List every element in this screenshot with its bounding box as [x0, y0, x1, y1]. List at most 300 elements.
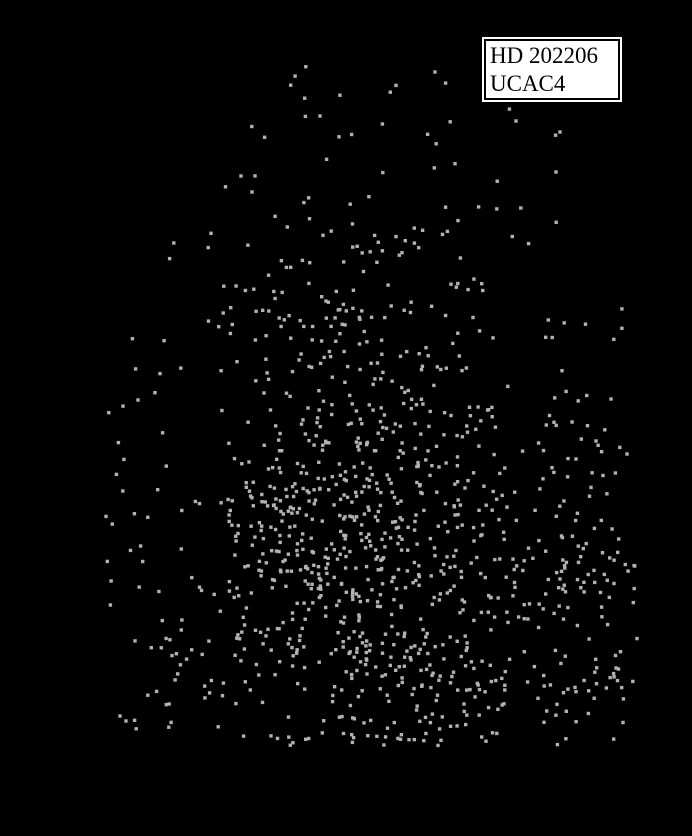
data-point [250, 190, 253, 193]
data-point [379, 568, 382, 571]
data-point [229, 332, 232, 335]
data-point [379, 491, 382, 494]
data-point [242, 616, 245, 619]
data-point [302, 645, 305, 648]
data-point [427, 425, 430, 428]
data-point [293, 524, 296, 527]
data-point [435, 491, 438, 494]
data-point [315, 434, 318, 437]
data-point [390, 304, 393, 307]
legend-box [482, 37, 622, 102]
data-point [231, 499, 234, 502]
data-point [511, 557, 514, 560]
data-point [476, 405, 479, 408]
data-point [456, 219, 459, 222]
data-point [396, 542, 399, 545]
data-point [384, 633, 387, 636]
data-point [365, 536, 368, 539]
data-point [424, 716, 427, 719]
data-point [383, 413, 386, 416]
data-point [614, 471, 617, 474]
data-point [368, 403, 371, 406]
data-point [371, 408, 374, 411]
data-point [233, 457, 236, 460]
data-point [254, 379, 257, 382]
data-point [265, 561, 268, 564]
data-point [207, 639, 210, 642]
data-point [566, 687, 569, 690]
data-point [585, 542, 588, 545]
data-point [287, 553, 290, 556]
data-point [403, 309, 406, 312]
data-point [273, 673, 276, 676]
data-point [278, 534, 281, 537]
data-point [552, 421, 555, 424]
data-point [490, 406, 493, 409]
data-point [237, 594, 240, 597]
data-point [413, 561, 416, 564]
data-point [146, 694, 149, 697]
data-point [594, 439, 597, 442]
data-point [417, 584, 420, 587]
data-point [161, 431, 164, 434]
data-point [269, 734, 272, 737]
data-point [296, 602, 299, 605]
data-point [505, 611, 508, 614]
data-point [479, 419, 482, 422]
data-point [399, 355, 402, 358]
data-point [310, 587, 313, 590]
data-point [475, 556, 478, 559]
data-point [481, 523, 484, 526]
data-point [433, 546, 436, 549]
data-point [325, 158, 328, 161]
data-point [321, 519, 324, 522]
data-point [432, 384, 435, 387]
data-point [444, 206, 447, 209]
data-point [401, 681, 404, 684]
data-point [372, 383, 375, 386]
data-point [457, 498, 460, 501]
data-point [301, 259, 304, 262]
data-point [277, 550, 280, 553]
data-point [361, 689, 364, 692]
data-point [365, 477, 368, 480]
data-point [138, 585, 141, 588]
data-point [324, 614, 327, 617]
data-point [155, 690, 158, 693]
data-point [370, 588, 373, 591]
data-point [396, 502, 399, 505]
data-point [246, 244, 249, 247]
data-point [234, 284, 237, 287]
data-point [472, 667, 475, 670]
data-point [426, 632, 429, 635]
data-point [612, 737, 615, 740]
data-point [593, 581, 596, 584]
data-point [270, 648, 273, 651]
data-point [424, 732, 427, 735]
data-point [601, 474, 604, 477]
data-point [428, 474, 431, 477]
data-point [417, 464, 420, 467]
data-point [431, 672, 434, 675]
data-point [449, 414, 452, 417]
data-point [573, 686, 576, 689]
data-point [433, 166, 436, 169]
data-point [587, 712, 590, 715]
data-point [306, 583, 309, 586]
data-point [262, 391, 265, 394]
data-point [471, 316, 474, 319]
data-point [376, 600, 379, 603]
data-point [455, 286, 458, 289]
data-point [290, 646, 293, 649]
data-point [207, 246, 210, 249]
data-point [489, 664, 492, 667]
data-point [310, 366, 313, 369]
data-point [587, 573, 590, 576]
data-point [339, 553, 342, 556]
data-point [420, 368, 423, 371]
data-point [342, 645, 345, 648]
data-point [239, 174, 242, 177]
data-point [381, 438, 384, 441]
data-point [593, 671, 596, 674]
data-point [261, 642, 264, 645]
data-point [461, 608, 464, 611]
data-point [456, 640, 459, 643]
data-point [329, 325, 332, 328]
data-point [415, 481, 418, 484]
data-point [238, 637, 241, 640]
data-point [392, 598, 395, 601]
data-point [324, 556, 327, 559]
data-point [351, 222, 354, 225]
data-point [351, 402, 354, 405]
data-point [272, 290, 275, 293]
data-point [301, 532, 304, 535]
data-point [366, 578, 369, 581]
data-point [434, 645, 437, 648]
data-point [317, 461, 320, 464]
data-point [381, 122, 384, 125]
data-point [439, 739, 442, 742]
data-point [601, 551, 604, 554]
data-point [377, 510, 380, 513]
data-point [281, 621, 284, 624]
data-point [424, 458, 427, 461]
data-point [368, 540, 371, 543]
data-point [109, 603, 112, 606]
data-point [257, 673, 260, 676]
data-point [280, 519, 283, 522]
data-point [267, 309, 270, 312]
data-point [606, 623, 609, 626]
data-point [361, 251, 364, 254]
data-point [386, 283, 389, 286]
data-point [291, 664, 294, 667]
data-point [312, 443, 315, 446]
data-point [596, 444, 599, 447]
data-point [288, 534, 291, 537]
data-point [351, 598, 354, 601]
data-point [537, 626, 540, 629]
data-point [452, 504, 455, 507]
data-point [366, 734, 369, 737]
data-point [514, 119, 517, 122]
data-point [369, 544, 372, 547]
data-point [556, 743, 559, 746]
data-point [387, 700, 390, 703]
data-point [495, 732, 498, 735]
data-point [374, 548, 377, 551]
data-point [266, 628, 269, 631]
data-point [353, 465, 356, 468]
data-point [478, 329, 481, 332]
data-point [400, 606, 403, 609]
data-point [419, 432, 422, 435]
data-point [242, 734, 245, 737]
data-point [362, 270, 365, 273]
data-point [387, 478, 390, 481]
data-point [384, 673, 387, 676]
data-point [376, 519, 379, 522]
data-point [381, 249, 384, 252]
data-point [555, 424, 558, 427]
data-point [429, 410, 432, 413]
data-point [446, 530, 449, 533]
data-point [317, 477, 320, 480]
data-point [496, 708, 499, 711]
data-point [421, 229, 424, 232]
data-point [233, 654, 236, 657]
data-point [321, 731, 324, 734]
data-point [577, 561, 580, 564]
data-point [442, 657, 445, 660]
data-point [176, 672, 179, 675]
data-point [586, 424, 589, 427]
data-point [418, 575, 421, 578]
data-point [279, 570, 282, 573]
data-point [274, 507, 277, 510]
data-point [486, 408, 489, 411]
data-point [312, 488, 315, 491]
data-point [423, 642, 426, 645]
data-point [146, 516, 149, 519]
data-point [258, 560, 261, 563]
data-point [555, 515, 558, 518]
data-point [459, 256, 462, 259]
data-point [179, 663, 182, 666]
data-point [288, 525, 291, 528]
data-point [348, 550, 351, 553]
data-point [400, 467, 403, 470]
data-point [376, 488, 379, 491]
data-point [437, 525, 440, 528]
data-point [210, 679, 213, 682]
data-point [303, 97, 306, 100]
data-point [302, 601, 305, 604]
data-point [299, 319, 302, 322]
data-point [367, 533, 370, 536]
data-point [301, 627, 304, 630]
data-point [631, 680, 634, 683]
data-point [574, 519, 577, 522]
data-point [493, 558, 496, 561]
data-point [342, 493, 345, 496]
data-point [356, 245, 359, 248]
data-point [344, 537, 347, 540]
data-point [318, 661, 321, 664]
data-point [209, 232, 212, 235]
data-point [406, 526, 409, 529]
data-point [298, 507, 301, 510]
data-point [360, 422, 363, 425]
data-point [287, 642, 290, 645]
data-point [285, 495, 288, 498]
data-point [497, 596, 500, 599]
data-point [552, 612, 555, 615]
data-point [495, 207, 498, 210]
data-point [400, 386, 403, 389]
data-point [515, 519, 518, 522]
data-point [394, 669, 397, 672]
data-point [433, 554, 436, 557]
data-point [260, 569, 263, 572]
data-point [329, 355, 332, 358]
data-point [365, 340, 368, 343]
data-point [165, 464, 168, 467]
data-point [296, 542, 299, 545]
data-point [441, 715, 444, 718]
data-point [288, 395, 291, 398]
data-point [380, 339, 383, 342]
data-point [253, 174, 256, 177]
data-point [442, 563, 445, 566]
data-point [465, 688, 468, 691]
data-point [456, 688, 459, 691]
data-point [592, 569, 595, 572]
data-point [600, 450, 603, 453]
data-point [273, 215, 276, 218]
data-point [266, 504, 269, 507]
data-point [496, 180, 499, 183]
data-point [217, 725, 220, 728]
data-point [364, 546, 367, 549]
data-point [271, 578, 274, 581]
data-point [376, 361, 379, 364]
data-point [358, 616, 361, 619]
data-point [554, 714, 557, 717]
data-point [245, 481, 248, 484]
data-point [278, 466, 281, 469]
data-point [346, 496, 349, 499]
data-point [415, 708, 418, 711]
data-point [505, 576, 508, 579]
data-point [453, 565, 456, 568]
data-point [106, 560, 109, 563]
data-point [239, 659, 242, 662]
data-point [355, 440, 358, 443]
data-point [346, 365, 349, 368]
data-point [168, 638, 171, 641]
data-point [414, 447, 417, 450]
data-point [217, 325, 220, 328]
data-point [421, 402, 424, 405]
data-point [494, 426, 497, 429]
data-point [304, 115, 307, 118]
data-point [433, 596, 436, 599]
data-point [500, 677, 503, 680]
data-point [121, 489, 124, 492]
data-point [621, 721, 624, 724]
data-point [603, 428, 606, 431]
data-point [380, 538, 383, 541]
data-point [452, 671, 455, 674]
data-point [319, 362, 322, 365]
data-point [453, 513, 456, 516]
data-point [358, 342, 361, 345]
data-point [252, 288, 255, 291]
data-point [595, 666, 598, 669]
data-point [410, 398, 413, 401]
data-point [303, 687, 306, 690]
data-point [403, 632, 406, 635]
data-point [323, 477, 326, 480]
data-point [544, 550, 547, 553]
data-point [380, 675, 383, 678]
data-point [338, 514, 341, 517]
data-point [632, 601, 635, 604]
data-point [472, 277, 475, 280]
data-point [459, 503, 462, 506]
data-point [381, 171, 384, 174]
data-point [446, 591, 449, 594]
data-point [235, 586, 238, 589]
data-point [561, 536, 564, 539]
data-point [283, 558, 286, 561]
data-point [365, 442, 368, 445]
data-point [413, 528, 416, 531]
data-point [376, 605, 379, 608]
data-point [439, 569, 442, 572]
data-point [304, 618, 307, 621]
data-point [179, 366, 182, 369]
data-point [350, 733, 353, 736]
data-point [454, 549, 457, 552]
data-point [439, 674, 442, 677]
data-point [527, 242, 530, 245]
data-point [371, 473, 374, 476]
data-point [325, 316, 328, 319]
data-point [306, 489, 309, 492]
data-point [439, 592, 442, 595]
data-point [402, 451, 405, 454]
data-point [620, 307, 623, 310]
data-point [254, 629, 257, 632]
data-point [312, 564, 315, 567]
data-point [426, 652, 429, 655]
data-point [399, 738, 402, 741]
data-point [491, 731, 494, 734]
data-point [249, 525, 252, 528]
data-point [334, 648, 337, 651]
data-point [436, 694, 439, 697]
data-point [448, 566, 451, 569]
data-point [339, 498, 342, 501]
data-point [190, 648, 193, 651]
